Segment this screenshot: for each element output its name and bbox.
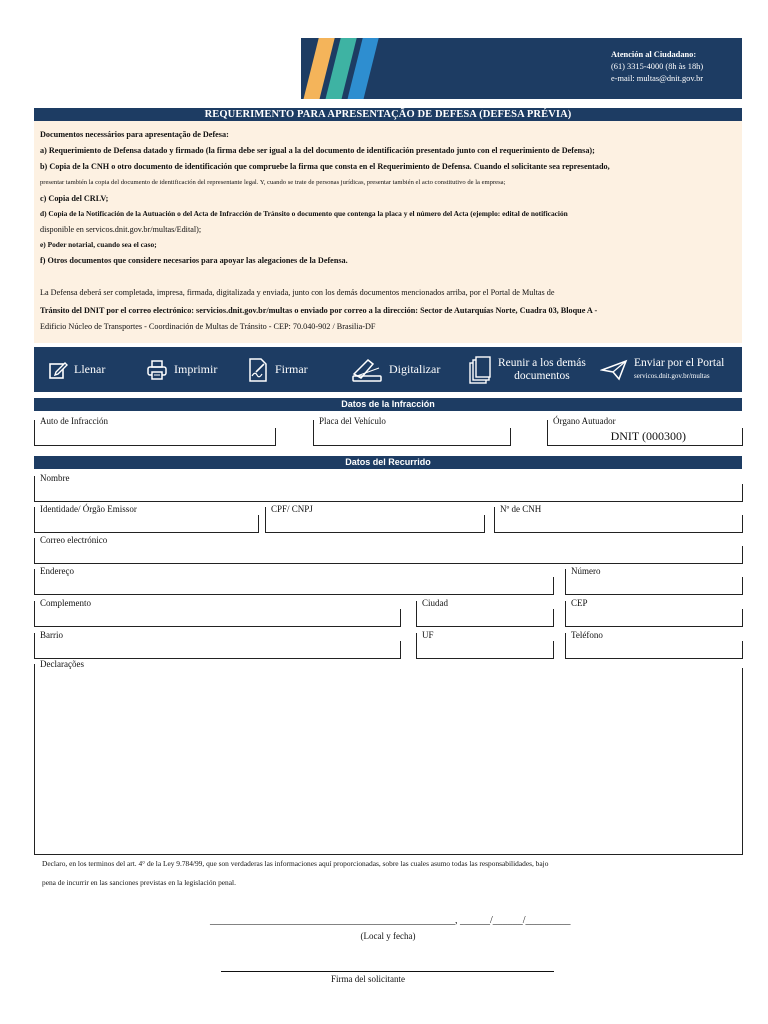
step-print-label: Imprimir (174, 362, 218, 376)
step-gather (468, 347, 586, 392)
correo-field[interactable] (34, 546, 743, 564)
form-title: REQUERIMENTO PARA APRESENTAÇÃO DE DEFESA (DEFESA PRÉVIA) (34, 108, 742, 121)
nombre-field[interactable] (34, 484, 743, 502)
section-appellant: Datos del Recurrido (34, 456, 742, 469)
step-send-url: servicos.dnit.gov.br/multas (634, 371, 710, 380)
placa-label: Placa del Vehículo (319, 416, 386, 426)
cep-field[interactable] (565, 609, 743, 627)
endereco-field[interactable] (34, 577, 554, 595)
step-scan (351, 347, 440, 392)
barrio-field[interactable] (34, 641, 401, 659)
numero-label: Número (571, 566, 601, 576)
section-infraction: Datos de la Infracción (34, 398, 742, 411)
contact-phone: (61) 3315-4000 (8h às 18h) (611, 62, 704, 71)
auto-infraccion-label: Auto de Infracción (40, 416, 108, 426)
steps-bar (34, 347, 742, 392)
step-sign-label: Firmar (275, 362, 308, 376)
instruction-d-cont: disponible en servicos.dnit.gov.br/multas/Edital); (40, 225, 202, 234)
instructions-paragraph-3: Edificio Núcleo de Transportes - Coordinación de Multas de Tránsito - CEP: 70.040-902 / Brasilia-DF (40, 322, 376, 331)
printer-icon (146, 359, 168, 381)
identidade-field[interactable] (34, 515, 259, 533)
contact-info (611, 49, 703, 85)
statement-line-2: pena de incurrir en las sanciones previstas en la legislación penal. (42, 878, 236, 887)
step-sign (247, 347, 308, 392)
step-send (600, 347, 724, 392)
organo-label: Órgano Autuador (553, 416, 616, 426)
cpf-field[interactable] (265, 515, 485, 533)
paper-plane-icon (600, 359, 628, 381)
step-scan-label: Digitalizar (389, 362, 441, 376)
instruction-c: c) Copia del CRLV; (40, 194, 109, 203)
place-date-caption: (Local y fecha) (360, 931, 416, 941)
edit-icon (48, 360, 68, 380)
organo-field[interactable] (547, 428, 743, 446)
place-date-line[interactable]: _________________________________________________, ______/______/_________ (210, 915, 571, 926)
step-send-label (634, 357, 724, 383)
numero-field[interactable] (565, 577, 743, 595)
instructions-paragraph-1: La Defensa deberá ser completada, impresa, firmada, digitalizada y enviada, junto con los demás documentos mencionados arriba, por el Portal de Multas de (40, 288, 555, 297)
instruction-d: d) Copia de la Notificación de la Autuación o del Acta de Infracción de Tránsito o documento que contenga la placa y el número del Acta (ejemplo: edital de notificación (40, 209, 568, 218)
statement-line-1: Declaro, en los terminos del art. 4° de la Ley 9.784/99, que son verdaderas las informaciones aquí proporcionadas, sobre las cuales asumo todas las responsabilidades, bajo (42, 859, 549, 868)
endereco-label: Endereço (40, 566, 74, 576)
cnh-label: Nº de CNH (500, 504, 542, 514)
header-banner (301, 38, 742, 99)
step-fill (48, 347, 105, 392)
complemento-label: Complemento (40, 598, 91, 608)
step-gather-label-1: Reunir a los demás (498, 356, 586, 369)
step-send-title: Enviar por el Portal (634, 356, 725, 369)
signature-caption: Firma del solicitante (331, 974, 405, 984)
telefono-field[interactable] (565, 641, 743, 659)
step-fill-label: Llenar (74, 362, 106, 376)
nombre-label: Nombre (40, 473, 70, 483)
uf-label: UF (422, 630, 434, 640)
instruction-f: f) Otros documentos que considere necesarios para apoyar las alegaciones de la Defensa. (40, 256, 348, 265)
cnh-field[interactable] (494, 515, 743, 533)
instruction-b-cont: presentar también la copia del documento de identificación del representante legal. Y, cuando se trate de personas jurídicas, presentar también el acto constitutivo de la empresa; (40, 179, 506, 186)
step-gather-label-2: documentos (514, 369, 570, 382)
barrio-label: Barrio (40, 630, 63, 640)
documents-icon (468, 355, 492, 385)
ciudad-field[interactable] (416, 609, 554, 627)
ciudad-label: Ciudad (422, 598, 448, 608)
contact-email: e-mail: multas@dnit.gov.br (611, 74, 704, 83)
uf-field[interactable] (416, 641, 554, 659)
instructions-paragraph-2: Tránsito del DNIT por el correo electrónico: servicios.dnit.gov.br/multas o enviado por correo a la dirección: Sector de Autarquías Norte, Cuadra 03, Bloque A - (40, 306, 598, 315)
declaracoes-textarea[interactable] (34, 668, 743, 855)
step-gather-label (498, 357, 586, 383)
signature-line[interactable] (221, 971, 554, 972)
sign-document-icon (247, 357, 269, 383)
telefono-label: Teléfono (571, 630, 603, 640)
contact-title: Atención al Ciudadano: (611, 50, 697, 59)
scanner-icon (351, 356, 383, 384)
correo-label: Correo electrónico (40, 535, 108, 545)
instructions-heading: Documentos necessários para apresentação de Defesa: (40, 130, 229, 139)
instruction-a: a) Requerimiento de Defensa datado y firmado (la firma debe ser igual a la del documento de identificación presentado junto con el requerimiento de Defensa); (40, 146, 595, 155)
cep-label: CEP (571, 598, 588, 608)
complemento-field[interactable] (34, 609, 401, 627)
instruction-e: e) Poder notarial, cuando sea el caso; (40, 240, 157, 249)
step-print (146, 347, 217, 392)
placa-field[interactable] (313, 428, 511, 446)
instruction-b: b) Copia de la CNH o otro documento de identificación que compruebe la firma que consta en el Requerimiento de Defensa. Cuando el solicitante sea representado, (40, 162, 610, 171)
organo-value: DNIT (000300) (610, 429, 686, 443)
declaracoes-label: Declarações (40, 659, 84, 669)
identidade-label: Identidade/ Órgão Emissor (40, 504, 137, 514)
auto-infraccion-field[interactable] (34, 428, 276, 446)
cpf-label: CPF/ CNPJ (271, 504, 313, 514)
instructions-box (34, 121, 742, 343)
